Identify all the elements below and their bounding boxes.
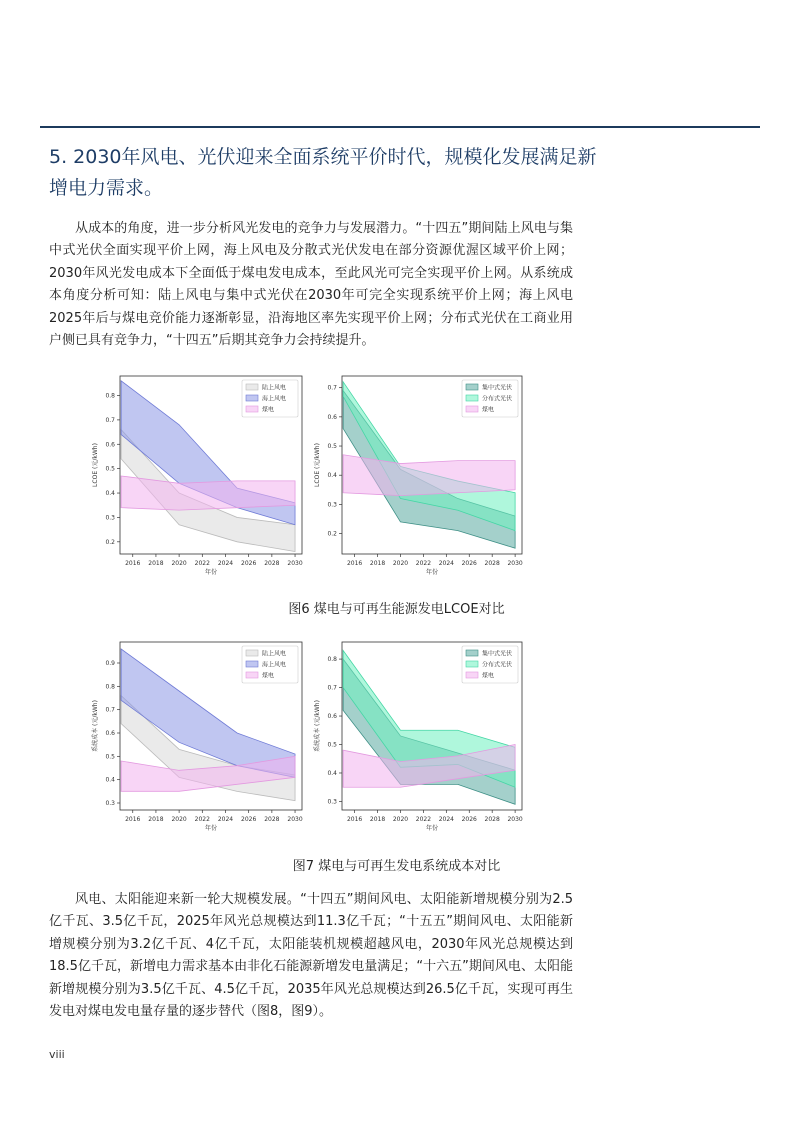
x-axis-label: 年份 — [425, 825, 439, 832]
legend-swatch — [466, 395, 478, 401]
x-axis-label: 年份 — [204, 825, 218, 832]
legend-swatch — [246, 661, 258, 667]
y-tick-label: 0.7 — [105, 416, 115, 424]
legend-swatch — [246, 384, 258, 390]
legend-label: 煤电 — [262, 406, 275, 414]
y-tick-label: 0.2 — [105, 538, 115, 546]
legend-label: 集中式光伏 — [482, 650, 513, 658]
y-axis-label: 系统成本 (元/kWh) — [92, 700, 99, 752]
x-axis-label: 年份 — [425, 569, 439, 576]
paragraph-cost-analysis: 从成本的角度，进一步分析风光发电的竞争力与发展潜力。“十四五”期间陆上风电与集中式光伏全面实现平价上网，海上风电及分散式光伏发电在部分资源优渥区域平价上网；2030年风光发电成本下全面低于煤电发电成本，至此风光可完全实现平价上网。从系统成本角度分析可知：陆上风电与集中式光伏在2030年可完全实现系统平价上网；海上风电2025年后与煤电竞价能力逐渐彰显，沿海地区率先实现平价上网；分布式光伏在工商业用户侧已具有竞争力，“十四五”后期其竞争力会持续提升。 — [49, 221, 573, 349]
legend-swatch — [466, 406, 478, 412]
y-tick-label: 0.6 — [327, 713, 337, 721]
chart-lcoe-wind — [88, 370, 310, 580]
x-tick-label: 2026 — [241, 816, 257, 823]
legend-label: 分布式光伏 — [482, 395, 513, 403]
x-tick-label: 2022 — [194, 560, 210, 567]
legend-swatch — [246, 650, 258, 656]
legend-swatch — [246, 406, 258, 412]
y-tick-label: 0.2 — [327, 530, 337, 538]
y-tick-label: 0.3 — [105, 800, 115, 807]
x-tick-label: 2020 — [171, 816, 187, 823]
x-tick-label: 2018 — [369, 560, 386, 567]
y-axis-label: LCOE (元/kWh) — [92, 443, 99, 487]
x-tick-label: 2030 — [287, 816, 303, 823]
y-tick-label: 0.8 — [327, 656, 337, 664]
header-rule — [40, 126, 760, 128]
x-tick-label: 2022 — [194, 816, 210, 823]
legend-label: 煤电 — [482, 406, 495, 414]
figure-6-caption: 图6 煤电与可再生能源发电LCOE对比 — [288, 602, 505, 617]
x-tick-label: 2018 — [148, 560, 164, 567]
x-tick-label: 2018 — [369, 816, 386, 823]
x-tick-label: 2028 — [484, 560, 500, 567]
legend-label: 陆上风电 — [262, 650, 287, 658]
x-tick-label: 2016 — [346, 560, 363, 567]
y-tick-label: 0.5 — [105, 465, 115, 473]
x-tick-label: 2022 — [415, 560, 432, 567]
chart-system-cost-solar — [310, 636, 530, 836]
y-tick-label: 0.4 — [105, 776, 115, 784]
x-tick-label: 2024 — [438, 816, 454, 823]
y-tick-label: 0.4 — [327, 472, 337, 480]
x-tick-label: 2024 — [217, 560, 234, 567]
legend-label: 集中式光伏 — [482, 384, 513, 392]
y-axis-label: 系统成本 (元/kWh) — [314, 700, 321, 752]
legend-label: 分布式光伏 — [482, 661, 513, 669]
y-tick-label: 0.5 — [105, 753, 115, 761]
legend-label: 陆上风电 — [262, 384, 287, 392]
x-tick-label: 2024 — [217, 816, 234, 823]
x-tick-label: 2030 — [507, 560, 523, 567]
y-tick-label: 0.5 — [327, 443, 337, 451]
legend-label: 海上风电 — [262, 661, 287, 669]
legend-label: 煤电 — [482, 672, 495, 680]
x-tick-label: 2030 — [507, 816, 523, 823]
legend-label: 海上风电 — [262, 395, 287, 403]
x-tick-label: 2028 — [484, 816, 500, 823]
chart-system-cost-wind — [88, 636, 310, 836]
legend-swatch — [466, 672, 478, 678]
legend-swatch — [466, 661, 478, 667]
x-tick-label: 2020 — [392, 816, 409, 823]
x-axis-label: 年份 — [204, 569, 218, 576]
x-tick-label: 2016 — [125, 816, 141, 823]
y-tick-label: 0.7 — [327, 684, 337, 692]
y-tick-label: 0.6 — [327, 413, 337, 421]
figure-7-caption: 图7 煤电与可再生发电系统成本对比 — [292, 859, 501, 874]
section-heading: 5. 2030年风电、光伏迎来全面系统平价时代，规模化发展满足新增电力需求。 — [49, 146, 597, 199]
y-tick-label: 0.8 — [105, 683, 115, 691]
legend-swatch — [246, 395, 258, 401]
x-tick-label: 2020 — [392, 560, 409, 567]
x-tick-label: 2022 — [415, 816, 432, 823]
x-tick-label: 2024 — [438, 560, 454, 567]
x-tick-label: 2016 — [346, 816, 363, 823]
legend-swatch — [466, 650, 478, 656]
y-tick-label: 0.6 — [105, 730, 115, 737]
x-tick-label: 2026 — [461, 816, 477, 823]
x-tick-label: 2018 — [148, 816, 164, 823]
paragraph-scale-development: 风电、太阳能迎来新一轮大规模发展。“十四五”期间风电、太阳能新增规模分别为2.5亿千瓦、3.5亿千瓦，2025年风光总规模达到11.3亿千瓦；“十五五”期间风电、太阳能新增规模分别为3.2亿千瓦、4亿千瓦，太阳能装机规模超越风电，2030年风光总规模达到18.5亿千瓦，新增电力需求基本由非化石能源新增发电量满足；“十六五”期间风电、太阳能新增规模分别为3.5亿千瓦、4.5亿千瓦，2035年风光总规模达到26.5亿千瓦，实现可再生发电对煤电发电量存量的逐步替代（图8，图9）。 — [49, 892, 573, 1020]
chart-lcoe-solar — [310, 370, 530, 580]
legend-label: 煤电 — [262, 672, 275, 680]
y-tick-label: 0.8 — [105, 392, 115, 400]
y-tick-label: 0.6 — [105, 441, 115, 449]
y-tick-label: 0.3 — [327, 798, 337, 806]
x-tick-label: 2028 — [264, 560, 280, 567]
legend-swatch — [466, 384, 478, 390]
y-tick-label: 0.5 — [327, 741, 337, 749]
y-tick-label: 0.9 — [105, 660, 115, 667]
x-tick-label: 2016 — [125, 560, 141, 567]
x-tick-label: 2020 — [171, 560, 187, 567]
y-tick-label: 0.7 — [327, 384, 337, 392]
y-tick-label: 0.3 — [105, 514, 115, 522]
x-tick-label: 2030 — [287, 560, 303, 567]
legend-swatch — [246, 672, 258, 678]
y-tick-label: 0.3 — [327, 501, 337, 509]
y-tick-label: 0.4 — [327, 769, 337, 777]
page-number: viii — [49, 1048, 65, 1061]
y-tick-label: 0.4 — [105, 490, 115, 498]
x-tick-label: 2026 — [241, 560, 257, 567]
x-tick-label: 2028 — [264, 816, 280, 823]
x-tick-label: 2026 — [461, 560, 477, 567]
y-tick-label: 0.7 — [105, 706, 115, 714]
y-axis-label: LCOE (元/kWh) — [314, 443, 321, 487]
